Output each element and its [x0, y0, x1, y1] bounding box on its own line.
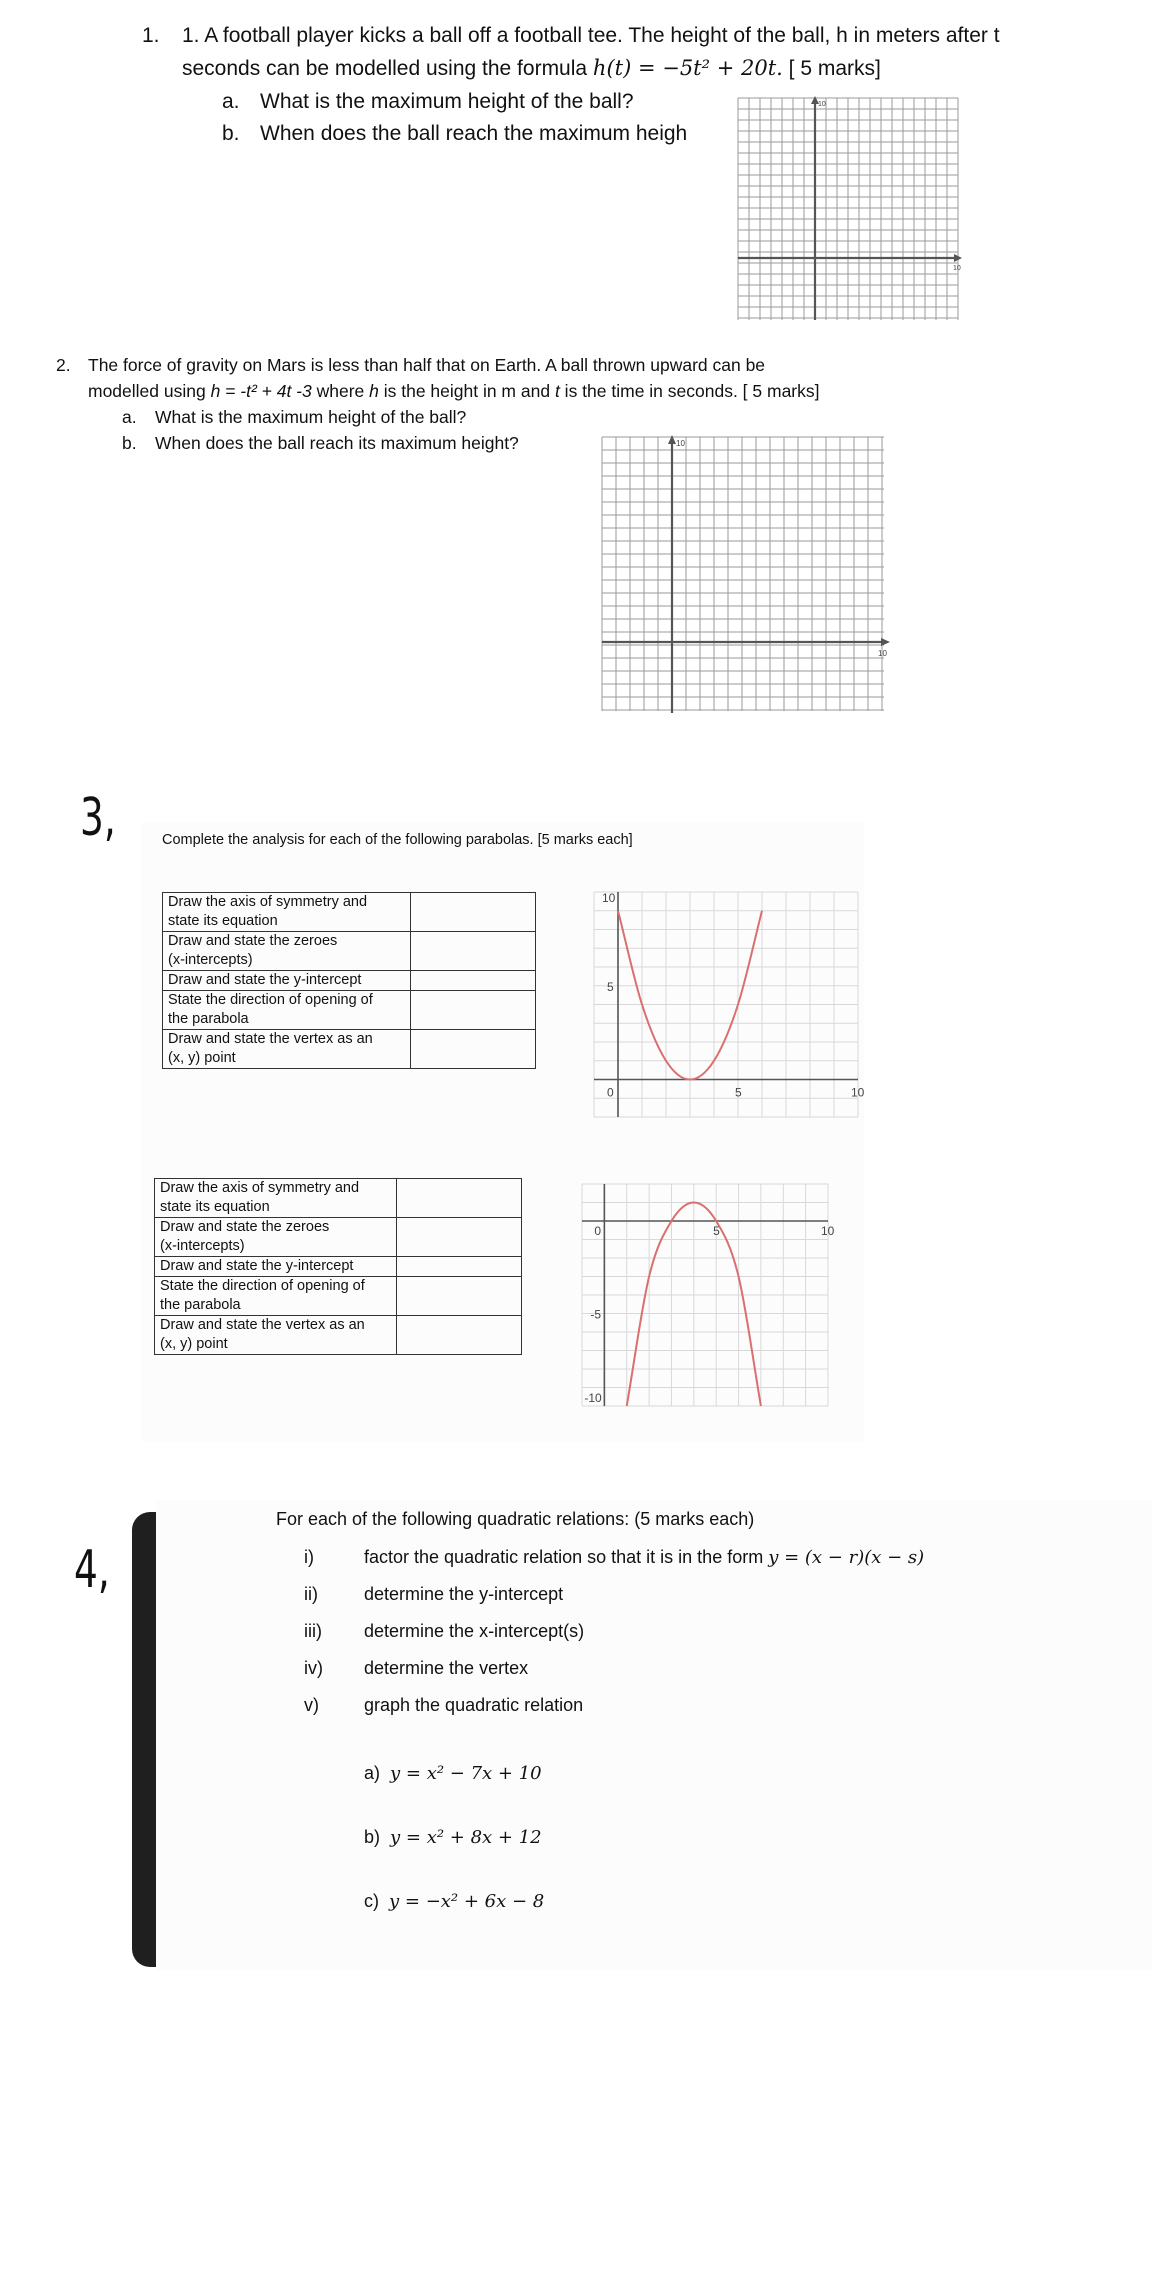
q3-number: 3, — [80, 788, 116, 848]
quadratic-relation — [364, 1827, 542, 1848]
table-row — [155, 1316, 522, 1355]
criterion-cell — [155, 1277, 397, 1316]
tick-label: 0 — [607, 1085, 614, 1100]
criterion-cell — [163, 932, 411, 971]
tick-label: 5 — [607, 979, 614, 994]
step-text-body: determine the vertex — [364, 1658, 529, 1678]
criterion-text: the parabola — [160, 1297, 241, 1313]
step-text-body: graph the quadratic relation — [364, 1695, 584, 1715]
criterion-cell — [163, 893, 411, 932]
q1-grid — [734, 94, 964, 324]
table-row — [155, 1277, 522, 1316]
criterion-cell — [163, 1030, 411, 1069]
parabola-graph-2 — [582, 1184, 835, 1406]
table-row — [163, 1030, 536, 1069]
quadratic-relation — [364, 1763, 542, 1784]
tick-label: -10 — [584, 1391, 602, 1405]
factored-form: y = (x − r)(x − s) — [768, 1547, 925, 1568]
tick-label: -5 — [590, 1307, 602, 1322]
q1-formula: h(t) = −5t² + 20t. — [592, 56, 783, 80]
step-text-body: determine the x-intercept(s) — [364, 1621, 585, 1641]
step-text-body: determine the y-intercept — [364, 1584, 564, 1604]
answer-cell[interactable] — [411, 932, 536, 971]
criterion-text: State the direction of opening of — [168, 992, 373, 1008]
q2-line1: The force of gravity on Mars is less than half that on Earth. A ball thrown upward can be — [88, 355, 766, 375]
answer-cell[interactable] — [411, 1030, 536, 1069]
criterion-text: (x-intercepts) — [160, 1238, 245, 1254]
step-text — [364, 1695, 583, 1716]
answer-cell[interactable] — [397, 1179, 522, 1218]
criterion-text: state its equation — [160, 1199, 270, 1215]
q2-line2: modelled using h = -t² + 4t -3 where h is the height in m and t is the time in seconds. [ 5 marks] — [88, 381, 820, 401]
criterion-text: (x-intercepts) — [168, 952, 253, 968]
tick-label: 5 — [713, 1224, 720, 1238]
table-row — [155, 1257, 522, 1277]
answer-cell[interactable] — [411, 971, 536, 991]
criterion-text: State the direction of opening of — [160, 1278, 365, 1294]
question-4 — [156, 1500, 1152, 1970]
q4-margin-bar — [132, 1512, 156, 1967]
relation-label: a) — [364, 1763, 381, 1783]
quadratic-relation — [364, 1891, 544, 1912]
criterion-text: the parabola — [168, 1011, 249, 1027]
answer-cell[interactable] — [411, 991, 536, 1030]
criterion-text: Draw and state the zeroes — [168, 933, 338, 949]
step-text — [364, 1584, 563, 1605]
answer-cell[interactable] — [411, 893, 536, 932]
question-2 — [0, 345, 1152, 725]
answer-cell[interactable] — [397, 1277, 522, 1316]
criterion-text: Draw the axis of symmetry and — [168, 894, 368, 910]
tick-label: 0 — [594, 1224, 602, 1238]
table-row — [163, 991, 536, 1030]
criterion-cell — [163, 971, 411, 991]
q2-part-b-label: b. — [122, 433, 137, 453]
criterion-text: (x, y) point — [168, 1050, 236, 1066]
step-label: iii) — [304, 1621, 322, 1641]
criterion-text: Draw the axis of symmetry and — [160, 1180, 360, 1196]
q1-part-a: What is the maximum height of the ball? — [260, 90, 634, 113]
q1-part-a-label: a. — [222, 90, 240, 113]
criterion-text: Draw and state the vertex as an — [168, 1031, 373, 1047]
q1-line2: seconds can be modelled using the formula h(t) = −5t² + 20t. [ 5 marks] — [182, 56, 881, 80]
criterion-text: Draw and state the y-intercept — [160, 1258, 354, 1274]
parabola-graph-1 — [594, 891, 865, 1117]
table-row — [155, 1179, 522, 1218]
q2-part-a: What is the maximum height of the ball? — [155, 407, 467, 427]
criterion-cell — [155, 1218, 397, 1257]
criterion-cell — [163, 991, 411, 1030]
relation-label: c) — [364, 1891, 379, 1911]
q2-part-a-label: a. — [122, 407, 137, 427]
relation-expression: y = x² + 8x + 12 — [390, 1827, 542, 1848]
q1-part-b: When does the ball reach the maximum heigh — [260, 122, 688, 145]
criterion-text: state its equation — [168, 913, 278, 929]
step-label: v) — [304, 1695, 319, 1715]
criterion-text: Draw and state the zeroes — [160, 1219, 330, 1235]
criterion-text: (x, y) point — [160, 1336, 228, 1352]
criterion-text: Draw and state the y-intercept — [168, 972, 362, 988]
step-label: iv) — [304, 1658, 323, 1678]
q2-y-label: 10 — [676, 439, 685, 448]
answer-cell[interactable] — [397, 1218, 522, 1257]
step-label: ii) — [304, 1584, 318, 1604]
table-row — [163, 893, 536, 932]
q1-number: 1. — [142, 24, 160, 47]
relation-label: b) — [364, 1827, 381, 1847]
question-1 — [0, 0, 1152, 330]
step-text-body: factor the quadratic relation so that it is in the form — [364, 1547, 769, 1567]
tick-label: 10 — [851, 1085, 865, 1100]
tick-label: 5 — [735, 1085, 742, 1100]
q2-grid — [598, 433, 892, 715]
table-row — [155, 1218, 522, 1257]
q1-part-b-label: b. — [222, 122, 240, 145]
analysis-table-1 — [162, 892, 536, 1069]
criterion-cell — [155, 1179, 397, 1218]
analysis-table-2 — [154, 1178, 522, 1355]
answer-cell[interactable] — [397, 1257, 522, 1277]
criterion-cell — [155, 1257, 397, 1277]
criterion-cell — [155, 1316, 397, 1355]
question-3 — [142, 822, 864, 1442]
answer-cell[interactable] — [397, 1316, 522, 1355]
criterion-text: Draw and state the vertex as an — [160, 1317, 365, 1333]
q2-x-label: 10 — [878, 649, 887, 658]
q1-line1: 1. A football player kicks a ball off a football tee. The height of the ball, h in meters after t — [182, 24, 1000, 47]
table-row — [163, 932, 536, 971]
tick-label: 10 — [602, 891, 616, 905]
q2-number: 2. — [56, 355, 71, 375]
relation-expression: y = −x² + 6x − 8 — [389, 1891, 545, 1912]
q3-instruction: Complete the analysis for each of the following parabolas. [5 marks each] — [162, 832, 633, 848]
step-text — [364, 1547, 924, 1568]
q4-instruction: For each of the following quadratic relations: (5 marks each) — [276, 1509, 755, 1529]
tick-label: 10 — [821, 1224, 835, 1238]
relation-expression: y = x² − 7x + 10 — [390, 1763, 542, 1784]
q4-number: 4, — [74, 1540, 110, 1600]
q1-y-label: 10 — [818, 101, 826, 108]
step-text — [364, 1658, 528, 1679]
step-label: i) — [304, 1547, 314, 1567]
q2-formula: h = -t² + 4t -3 — [210, 381, 312, 401]
step-text — [364, 1621, 584, 1642]
table-row — [163, 971, 536, 991]
q1-x-label: 10 — [953, 265, 961, 272]
q2-part-b: When does the ball reach its maximum height? — [155, 433, 519, 453]
